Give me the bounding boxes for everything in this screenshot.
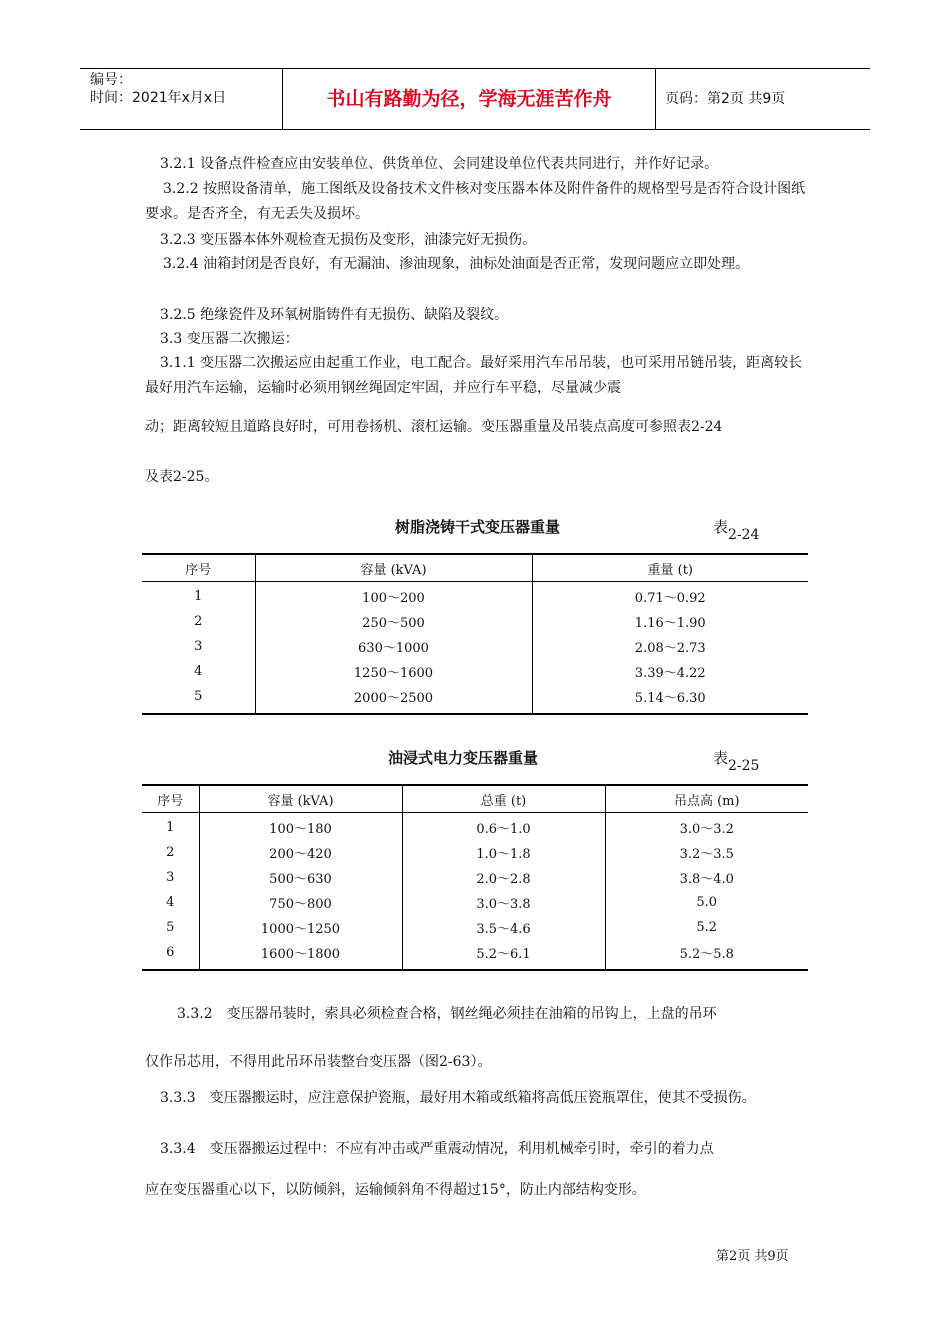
table-cell: 500～630 <box>199 865 402 890</box>
paragraph-3-2-3: 3.2.3 变压器本体外观检查无损伤及变形，油漆完好无损伤。 <box>160 232 537 248</box>
header-cell: 吊点高 (m) <box>605 785 808 813</box>
table-2-24 <box>142 553 808 715</box>
table-number: 2-25 <box>728 758 760 774</box>
header-cell: 总重 (t) <box>402 785 605 813</box>
table-cell: 750～800 <box>199 890 402 915</box>
paragraph-3-1-1: 3.1.1 变压器二次搬运应由起重工作业，电工配合。最好采用汽车吊吊装，也可采用吊链吊装，距离较长最好用汽车运输，运输时必须用钢丝绳固定牢固，并应行车平稳，尽量减少震 <box>145 355 803 396</box>
table-cell: 250～500 <box>255 609 532 634</box>
table-cell: 2.0～2.8 <box>402 865 605 890</box>
table-cell: 6 <box>142 940 199 970</box>
paragraph-3-3-4: 3.3.4 变压器搬运过程中：不应有冲击或严重震动情况，利用机械牵引时，牵引的着力点 <box>160 1141 714 1157</box>
header-cell: 重量 (t) <box>532 554 808 582</box>
paragraph-3-3-2: 3.3.2 变压器吊装时，索具必须检查合格，钢丝绳必须挂在油箱的吊钩上，上盘的吊环 <box>177 1006 717 1022</box>
table-2-24-title: 树脂浇铸干式变压器重量 <box>395 518 561 536</box>
table-cell: 3.0～3.2 <box>605 813 808 841</box>
table-cell: 1 <box>194 589 203 604</box>
table-row <box>142 609 808 634</box>
table-row <box>142 890 808 915</box>
table-cell: 1.16～1.90 <box>532 609 808 634</box>
table-cell: 0.6～1.0 <box>402 813 605 841</box>
table-row <box>142 634 808 659</box>
paragraph-3-3-3: 3.3.3 变压器搬运时，应注意保护瓷瓶，最好用木箱或纸箱将高低压瓷瓶罩住，使其不受损伤。 <box>160 1090 756 1106</box>
table-cell: 5.0 <box>605 890 808 915</box>
header-page-info: 页码：第2页 共9页 <box>665 91 786 107</box>
header-motto: 书山有路勤为径，学海无涯苦作舟 <box>326 88 612 110</box>
table-cell: 2 <box>194 614 203 629</box>
doc-time-label: 时间：2021年x月x日 <box>90 90 227 106</box>
header-cell: 容量 (kVA) <box>255 554 532 582</box>
table-cell: 1.0～1.8 <box>402 840 605 865</box>
doc-number-label: 编号： <box>90 72 132 88</box>
table-row <box>142 582 808 610</box>
table-cell: 1 <box>166 820 175 835</box>
table-cell: 0.71～0.92 <box>532 582 808 610</box>
paragraph-3-2-2: 3.2.2 按照设备清单，施工图纸及设备技术文件核对变压器本体及附件备件的规格型号是否符合设计图纸要求。是否齐全，有无丢失及损坏。 <box>145 181 806 222</box>
table-cell: 3.0～3.8 <box>402 890 605 915</box>
paragraph-3-2-1: 3.2.1 设备点件检查应由安装单位、供货单位、会同建设单位代表共同进行，并作好记录。 <box>160 156 719 172</box>
table-cell: 2.08～2.73 <box>532 634 808 659</box>
paragraph-3-3-4-continued: 应在变压器重心以下，以防倾斜，运输倾斜角不得超过15°，防止内部结构变形。 <box>145 1182 646 1198</box>
section-3-3-heading: 3.3 变压器二次搬运： <box>160 331 299 347</box>
header-cell: 容量 (kVA) <box>199 785 402 813</box>
table-cell: 5.2 <box>605 915 808 940</box>
table-cell: 630～1000 <box>255 634 532 659</box>
table-row <box>142 813 808 841</box>
table-cell: 100～180 <box>199 813 402 841</box>
page-footer: 第2页 共9页 <box>716 1249 789 1264</box>
header-divider <box>655 69 656 129</box>
table-number: 2-24 <box>728 527 760 543</box>
table-cell: 5 <box>142 684 255 714</box>
table-header-row <box>142 554 808 582</box>
table-cell: 3.39～4.22 <box>532 659 808 684</box>
table-cell: 4 <box>194 664 203 679</box>
table-cell: 4 <box>166 895 175 910</box>
paragraph-3-1-1-continued: 动；距离较短且道路良好时，可用卷扬机、滚杠运输。变压器重量及吊装点高度可参照表2-24 <box>145 419 723 435</box>
table-row <box>142 840 808 865</box>
paragraph-3-2-5: 3.2.5 绝缘瓷件及环氧树脂铸件有无损伤、缺陷及裂纹。 <box>160 307 509 323</box>
table-cell: 5.14～6.30 <box>532 684 808 714</box>
table-2-24-label <box>713 516 760 543</box>
paragraph-3-1-1-end: 及表2-25。 <box>145 469 219 485</box>
table-2-25-title: 油浸式电力变压器重量 <box>388 749 539 767</box>
table-label: 表 <box>713 749 729 767</box>
header-cell: 序号 <box>142 785 199 813</box>
table-row <box>142 915 808 940</box>
table-cell: 3 <box>194 639 203 654</box>
table-2-25-label <box>713 747 760 774</box>
table-cell: 3.5～4.6 <box>402 915 605 940</box>
header-cell: 序号 <box>142 554 255 582</box>
table-row <box>142 659 808 684</box>
table-row <box>142 865 808 890</box>
table-cell: 1250～1600 <box>255 659 532 684</box>
table-cell: 200～420 <box>199 840 402 865</box>
table-cell: 5.2～6.1 <box>402 940 605 970</box>
table-cell: 3.8～4.0 <box>605 865 808 890</box>
table-cell: 1000～1250 <box>199 915 402 940</box>
table-label: 表 <box>713 518 729 536</box>
table-cell: 1600～1800 <box>199 940 402 970</box>
table-cell: 3 <box>166 870 175 885</box>
table-cell: 3.2～3.5 <box>605 840 808 865</box>
table-cell: 2 <box>166 845 175 860</box>
table-cell: 5.2～5.8 <box>605 940 808 970</box>
table-cell: 100～200 <box>255 582 532 610</box>
table-2-25 <box>142 784 808 971</box>
table-row <box>142 684 808 714</box>
header-meta <box>90 71 226 107</box>
table-header-row <box>142 785 808 813</box>
paragraph-3-3-2-continued: 仅作吊芯用，不得用此吊环吊装整台变压器（图2-63）。 <box>145 1054 492 1070</box>
paragraph-3-2-4: 3.2.4 油箱封闭是否良好，有无漏油、渗油现象，油标处油面是否正常，发现问题应立即处理。 <box>163 256 750 272</box>
page-header <box>80 68 870 130</box>
table-row <box>142 940 808 970</box>
table-cell: 2000～2500 <box>255 684 532 714</box>
table-cell: 5 <box>166 920 175 935</box>
